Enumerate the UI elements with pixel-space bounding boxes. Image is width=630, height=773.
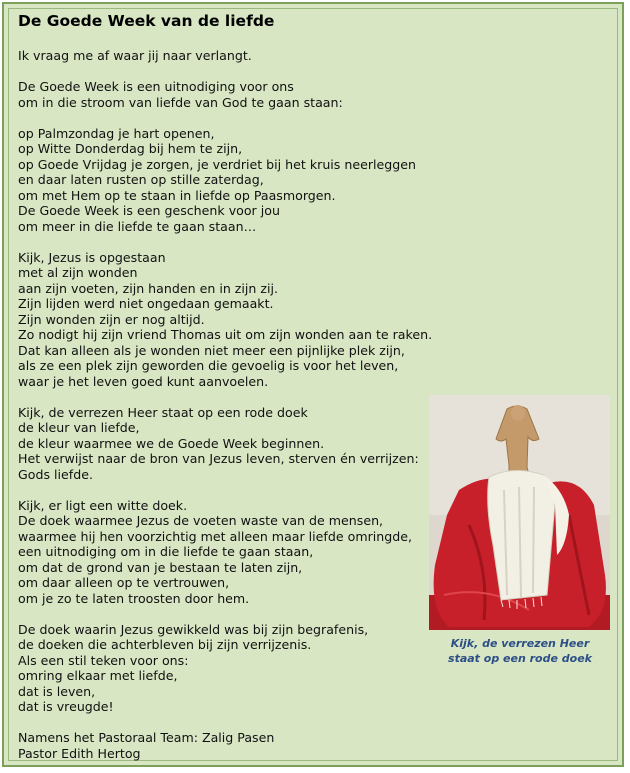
page-title: De Goede Week van de liefde	[18, 12, 275, 30]
text-line: waar je het leven goed kunt aanvoelen.	[18, 373, 269, 389]
text-line: om meer in die liefde te gaan staan…	[18, 218, 257, 234]
text-line: Kijk, Jezus is opgestaan	[18, 249, 166, 265]
blank-line	[18, 606, 448, 622]
text-line: op Palmzondag je hart openen,	[18, 125, 215, 141]
text-line: als ze een plek zijn geworden die gevoelig is voor het leven,	[18, 358, 399, 373]
text-line: een uitnodiging om in die liefde te gaan staan,	[18, 544, 314, 559]
text-line: dat is leven,	[18, 683, 96, 699]
text-line: Zo nodigt hij zijn vriend Thomas uit om zijn wonden aan te raken.	[18, 327, 433, 342]
blank-line	[18, 482, 448, 498]
text-line: Als een stil teken voor ons:	[18, 652, 189, 668]
text-line: Pastor Edith Hertog	[18, 745, 141, 761]
text-line: om met Hem op te staan in liefde op Paasmorgen.	[18, 187, 336, 203]
text-line: omring elkaar met liefde,	[18, 668, 178, 683]
text-line: om dat de grond van je bestaan te laten zijn,	[18, 559, 303, 575]
cross-photo	[429, 395, 610, 630]
text-line: Kijk, de verrezen Heer staat op een rode doek	[18, 404, 308, 420]
blank-line	[18, 715, 448, 731]
text-line: De Goede Week is een geschenk voor jou	[18, 203, 280, 218]
text-line: waarmee hij hen voorzichtig met alleen maar liefde omringde,	[18, 528, 412, 544]
body-text	[18, 48, 448, 761]
text-line: om daar alleen op te vertrouwen,	[18, 575, 230, 590]
text-line: De doek waarin Jezus gewikkeld was bij zijn begrafenis,	[18, 621, 369, 637]
text-line: en daar laten rusten op stille zaterdag,	[18, 172, 264, 187]
caption-line: Kijk, de verrezen Heer	[450, 637, 590, 650]
text-line: Zijn lijden werd niet ongedaan gemaakt.	[18, 296, 274, 311]
text-line: Gods liefde.	[18, 466, 93, 482]
text-line: Dat kan alleen als je wonden niet meer een pijnlijke plek zijn,	[18, 342, 405, 358]
text-line: De doek waarmee Jezus de voeten waste van de mensen,	[18, 513, 384, 528]
text-line: om je zo te laten troosten door hem.	[18, 590, 250, 606]
text-line: Ik vraag me af waar jij naar verlangt.	[18, 48, 252, 63]
text-line: de doeken die achterbleven bij zijn verrijzenis.	[18, 637, 312, 652]
text-line: De Goede Week is een uitnodiging voor ons	[18, 79, 294, 94]
photo-caption	[432, 636, 608, 666]
text-line: op Witte Donderdag bij hem te zijn,	[18, 141, 243, 156]
text-line: Namens het Pastoraal Team: Zalig Pasen	[18, 730, 275, 745]
text-line: Kijk, er ligt een witte doek.	[18, 497, 188, 513]
blank-line	[18, 64, 448, 80]
text-line: op Goede Vrijdag je zorgen, je verdriet bij het kruis neerleggen	[18, 156, 416, 172]
blank-line	[18, 389, 448, 405]
text-line: Zijn wonden zijn er nog altijd.	[18, 311, 205, 327]
blank-line	[18, 234, 448, 250]
text-line: dat is vreugde!	[18, 699, 114, 714]
text-line: de kleur waarmee we de Goede Week beginnen.	[18, 435, 325, 451]
text-line: met al zijn wonden	[18, 265, 138, 280]
text-line: Het verwijst naar de bron van Jezus leven, sterven én verrijzen:	[18, 451, 419, 466]
caption-line: staat op een rode doek	[448, 652, 592, 665]
text-line: de kleur van liefde,	[18, 420, 140, 435]
text-line: om in die stroom van liefde van God te gaan staan:	[18, 94, 343, 110]
blank-line	[18, 110, 448, 126]
text-line: aan zijn voeten, zijn handen en in zijn zij.	[18, 280, 279, 296]
